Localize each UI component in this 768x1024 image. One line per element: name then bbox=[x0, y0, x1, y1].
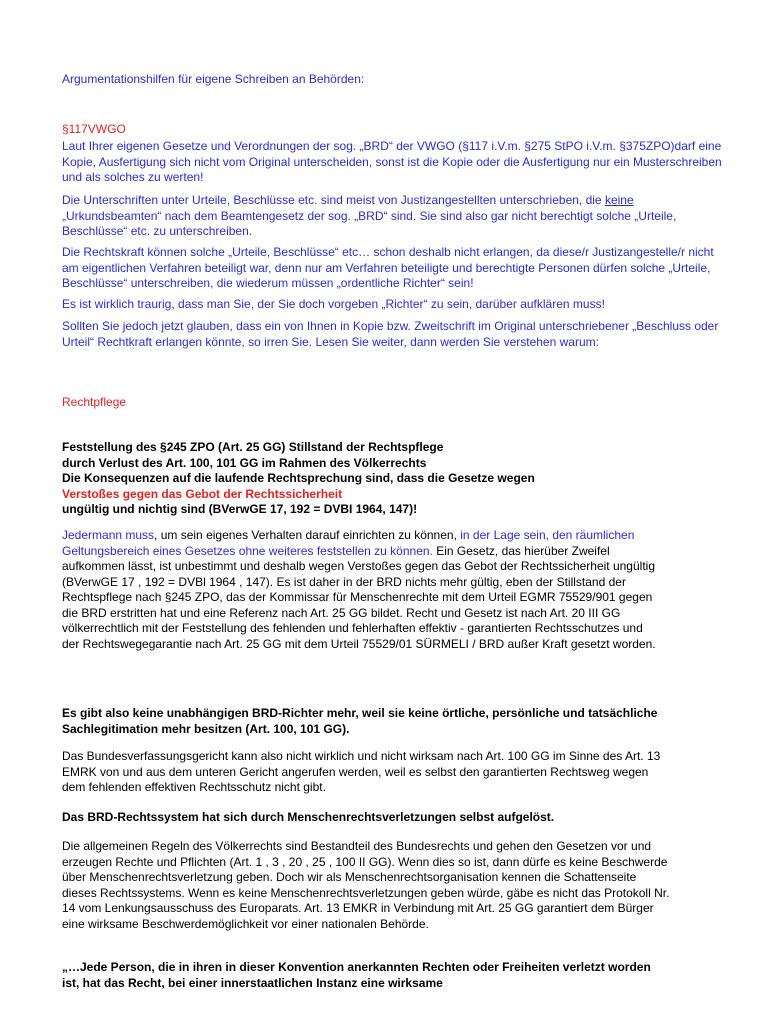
paragraph-copy-judgment: Sollten Sie jedoch jetzt glauben, dass ein von Ihnen in Kopie bzw. Zweitschrift im Original unterschriebener „Beschluss oder Urteil“ Rechtkraft erlangen könnte, so irren Sie. Lesen Sie weiter, dann werden Sie verstehen warum: bbox=[62, 319, 719, 349]
paragraph-constitutional-court: Das Bundesverfassungsgericht kann also nicht wirklich und nicht wirksam nach Art. 100 GG im Sinne des Art. 13 EMRK von und aus dem unteren Gericht angerufen werden, weil es selbst den garantierten Rechtsweg wegen dem fehlenden effektiven Rechtsschutz nicht gibt. bbox=[62, 749, 661, 794]
bold-line: Die Konsequenzen auf die laufende Rechtsprechung sind, dass die Gesetze wegen bbox=[62, 471, 535, 485]
paragraph-legal-force: Die Rechtskraft können solche „Urteile, Beschlüsse“ etc… schon deshalb nicht erlangen, da diese/r Justizangestelle/r nicht am eigentlichen Verfahren beteiligt war, denn nur am Verfahren beteiligte und berechtigte Personen dürfen solche „Urteile, Beschlüsse“ unterschreiben, die wiederum müssen „ordentliche Richter“ sein! bbox=[62, 245, 714, 290]
text-black: Ein Gesetz, das hierüber Zweifel aufkommen lässt, ist unbestimmt und deshalb wegen Verstoßes gegen das Gebot der Rechtssicherheit ungültig (BVerwGE 17 , 192 = DVBl 1964 , 147). Es ist daher in der BRD nichts mehr gültig, eben der Stillstand der Rechtspflege nach §245 ZPO, das der Kommissar für Menschenrechte mit dem Urteil EGMR 75529/901 gegen die BRD erstritten hat und eine Referenz nach Art. 25 GG bildet. Recht und Gesetz ist nach Art. 20 III GG völkerrechtlich mit der Feststellung des fehlenden und fehlerhaften effektiv - garantierten Rechtsschutzes und der Rechtswegegarantie nach Art. 25 GG mit dem Urteil 75529/01 SÜRMELI / BRD außer Kraft gesetzt worden. bbox=[62, 543, 656, 651]
bold-line-red: Verstoßes gegen das Gebot der Rechtssicherheit bbox=[62, 486, 343, 501]
underlined-keine: keine bbox=[604, 193, 634, 207]
paragraph-copy-rule: Laut Ihrer eigenen Gesetze und Verordnungen der sog. „BRD“ der VWGO (§117 i.V.m. §275 StPO i.V.m. §375ZPO)darf eine Kopie, Ausfertigung sich nicht vom Original unterscheiden, sonst ist die Kopie oder die Ausfertigung nur ein Musterschreiben und als solches zu werten! bbox=[62, 139, 722, 184]
bold-quote-convention: „…Jede Person, die in ihren in dieser Konvention anerkannten Rechten oder Freiheiten verletzt worden ist, hat das Recht, bei einer innerstaatlichen Instanz eine wirksame bbox=[62, 960, 651, 990]
paragraph-signatures bbox=[62, 193, 722, 240]
bold-line: ungültig und nichtig sind (BVerwGE 17, 192 = DVBI 1964, 147)! bbox=[62, 502, 418, 516]
bold-line: Feststellung des §245 ZPO (Art. 25 GG) Stillstand der Rechtspflege bbox=[62, 440, 444, 454]
text-blue: in der Lage sein, den räumlichen Geltungsbereich eines Gesetzes ohne weiteres feststellen zu können. bbox=[62, 528, 635, 558]
bold-statement-judges: Es gibt also keine unabhängigen BRD-Richter mehr, weil sie keine örtliche, persönliche und tatsächliche Sachlegitimation mehr besitzen (Art. 100, 101 GG). bbox=[62, 706, 658, 736]
paragraph-jedermann bbox=[62, 528, 657, 652]
bold-line: durch Verlust des Art. 100, 101 GG im Rahmen des Völkerrechts bbox=[62, 455, 427, 470]
paragraph-signatures-text-2: „Urkundsbeamten“ nach dem Beamtengesetz der sog. „BRD“ sind. Sie sind also gar nicht berechtigt solche „Urteile, Beschlüsse“ etc. zu unterschreiben. bbox=[62, 208, 677, 238]
paragraph-sad: Es ist wirklich traurig, dass man Sie, der Sie doch vorgeben „Richter“ zu sein, darüber aufklären muss! bbox=[62, 297, 605, 311]
vwgo-heading: §117VWGO bbox=[62, 122, 126, 136]
text-blue: Jedermann muss bbox=[62, 528, 155, 542]
bold-statement-standstill bbox=[62, 440, 722, 518]
paragraph-signatures-text: Die Unterschriften unter Urteile, Beschlüsse etc. sind meist von Justizangestellten unterschrieben, die bbox=[62, 193, 605, 207]
rechtpflege-heading: Rechtpflege bbox=[62, 395, 127, 409]
bold-statement-dissolved: Das BRD-Rechtssystem hat sich durch Menschenrechtsverletzungen selbst aufgelöst. bbox=[62, 810, 555, 824]
text-black: , um sein eigenes Verhalten darauf einrichten zu können, bbox=[154, 528, 461, 542]
intro-heading: Argumentationshilfen für eigene Schreiben an Behörden: bbox=[62, 72, 365, 86]
paragraph-international-law: Die allgemeinen Regeln des Völkerrechts sind Bestandteil des Bundesrechts und gehen den Gesetzen vor und erzeugen Rechte und Pflichten (Art. 1 , 3 , 20 , 25 , 100 II GG). Wenn dies so ist, dann dürfe es keine Beschwerde über Menschenrechtsverletzung geben. Doch wir als Menschenrechtsorganisation kennen die Schattenseite dieses Rechtssystems. Wenn es keine Menschenrechtsverletzungen geben würde, gäbe es nicht das Protokoll Nr. 14 vom Lenkungsausschuss des Europarats. Art. 13 EMKR in Verbindung mit Art. 25 GG garantiert dem Bürger eine wirksame Beschwerdemöglichkeit vor einer nationalen Behörde. bbox=[62, 839, 670, 931]
